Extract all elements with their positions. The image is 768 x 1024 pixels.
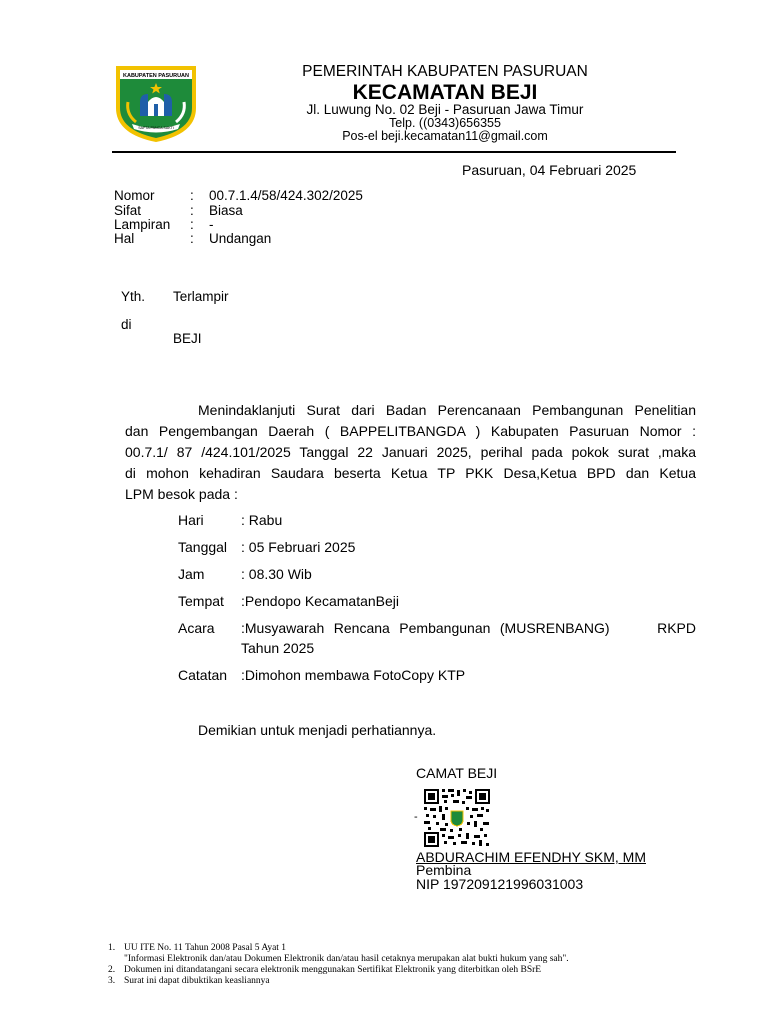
footnote-text: Dokumen ini ditandatangani secara elektronik menggunakan Sertifikat Elektronik yang diterbitkan oleh BSrE bbox=[124, 965, 542, 975]
qr-finder-top-left bbox=[424, 789, 439, 804]
letterhead-email: Pos-el beji.kecamatan11@gmail.com bbox=[342, 129, 548, 143]
letterhead-phone: Telp. ((0343)656355 bbox=[389, 116, 501, 130]
letterhead-office: KECAMATAN BEJI bbox=[352, 81, 538, 104]
body-line: 00.7.1/ 87 /424.101/2025 Tanggal 22 Januari 2025, perihal pada pokok surat ,maka bbox=[125, 444, 696, 460]
qr-code-icon bbox=[422, 787, 492, 849]
meta-label: Hal bbox=[114, 231, 135, 246]
meta-colon: : bbox=[190, 217, 194, 232]
addressee-place: BEJI bbox=[173, 331, 202, 346]
salutation: Yth. bbox=[121, 289, 146, 304]
footnote-number: 1. bbox=[108, 943, 116, 953]
detail-value-catatan: :Dimohon membawa FotoCopy KTP bbox=[241, 667, 466, 683]
detail-label-tempat: Tempat bbox=[178, 593, 224, 609]
body-line: di mohon kehadiran Saudara beserta Ketua TP PKK Desa,Ketua BPD dan Ketua bbox=[125, 465, 696, 481]
detail-value-acara: :Musyawarah Rencana Pembangunan (MUSRENBANG) RKPD bbox=[241, 620, 696, 636]
addressee-di: di bbox=[121, 317, 132, 332]
body-line: Menindaklanjuti Surat dari Badan Perencanaan Pembangunan Penelitian bbox=[198, 402, 696, 418]
detail-value-tempat: :Pendopo KecamatanBeji bbox=[241, 593, 399, 609]
logo-bottom-text: SAPTA PANCA SAKTI bbox=[138, 126, 174, 130]
detail-value-acara-line2: Tahun 2025 bbox=[241, 640, 315, 656]
signatory-nip: NIP 197209121996031003 bbox=[416, 876, 584, 892]
body-line: LPM besok pada : bbox=[125, 486, 238, 502]
meta-colon: : bbox=[190, 231, 194, 246]
signature-title: CAMAT BEJI bbox=[416, 765, 498, 781]
letterhead-divider bbox=[112, 151, 676, 153]
meta-label: Sifat bbox=[114, 203, 142, 218]
meta-value: - bbox=[209, 217, 214, 232]
meta-label: Nomor bbox=[114, 188, 155, 203]
detail-value-jam: : 08.30 Wib bbox=[241, 566, 312, 582]
footnote-number: 2. bbox=[108, 965, 116, 975]
letterhead-address: Jl. Luwung No. 02 Beji - Pasuruan Jawa Timur bbox=[306, 102, 584, 117]
detail-label-acara: Acara bbox=[178, 620, 215, 636]
detail-label-jam: Jam bbox=[178, 566, 205, 582]
meta-colon: : bbox=[190, 203, 194, 218]
body-line: dan Pengembangan Daerah ( BAPPELITBANGDA ) Kabupaten Pasuruan Nomor : bbox=[125, 423, 696, 439]
meta-label: Lampiran bbox=[114, 217, 171, 232]
footnote-text: UU ITE No. 11 Tahun 2008 Pasal 5 Ayat 1 bbox=[124, 943, 287, 953]
footnote-text-continued: "Informasi Elektronik dan/atau Dokumen Elektronik dan/atau hasil cetaknya merupakan alat bukti hukum yang sah". bbox=[124, 954, 569, 964]
detail-value-hari: : Rabu bbox=[241, 512, 283, 528]
meta-value: 00.7.1.4/58/424.302/2025 bbox=[209, 188, 363, 203]
detail-value-tanggal: : 05 Februari 2025 bbox=[241, 539, 356, 555]
signatory-rank: Pembina bbox=[416, 862, 472, 878]
logo-top-text: KABUPATEN PASURUAN bbox=[123, 73, 189, 79]
meta-colon: : bbox=[190, 188, 194, 203]
meta-value: Undangan bbox=[209, 231, 272, 246]
kabupaten-pasuruan-logo bbox=[110, 58, 202, 144]
footnote-text: Surat ini dapat dibuktikan keasliannya bbox=[124, 976, 270, 986]
detail-label-tanggal: Tanggal bbox=[178, 539, 228, 555]
meta-value: Biasa bbox=[209, 203, 243, 218]
recipient: Terlampir bbox=[173, 289, 229, 304]
detail-label-hari: Hari bbox=[178, 512, 204, 528]
signatory-name: ABDURACHIM EFENDHY SKM, MM bbox=[416, 849, 646, 865]
place-date: Pasuruan, 04 Februari 2025 bbox=[462, 162, 637, 178]
closing-sentence: Demikian untuk menjadi perhatiannya. bbox=[198, 722, 437, 738]
detail-label-catatan: Catatan bbox=[178, 667, 228, 683]
letterhead-government: PEMERINTAH KABUPATEN PASURUAN bbox=[302, 63, 588, 80]
footnote-number: 3. bbox=[108, 976, 116, 986]
signature-dash: - bbox=[414, 811, 418, 823]
